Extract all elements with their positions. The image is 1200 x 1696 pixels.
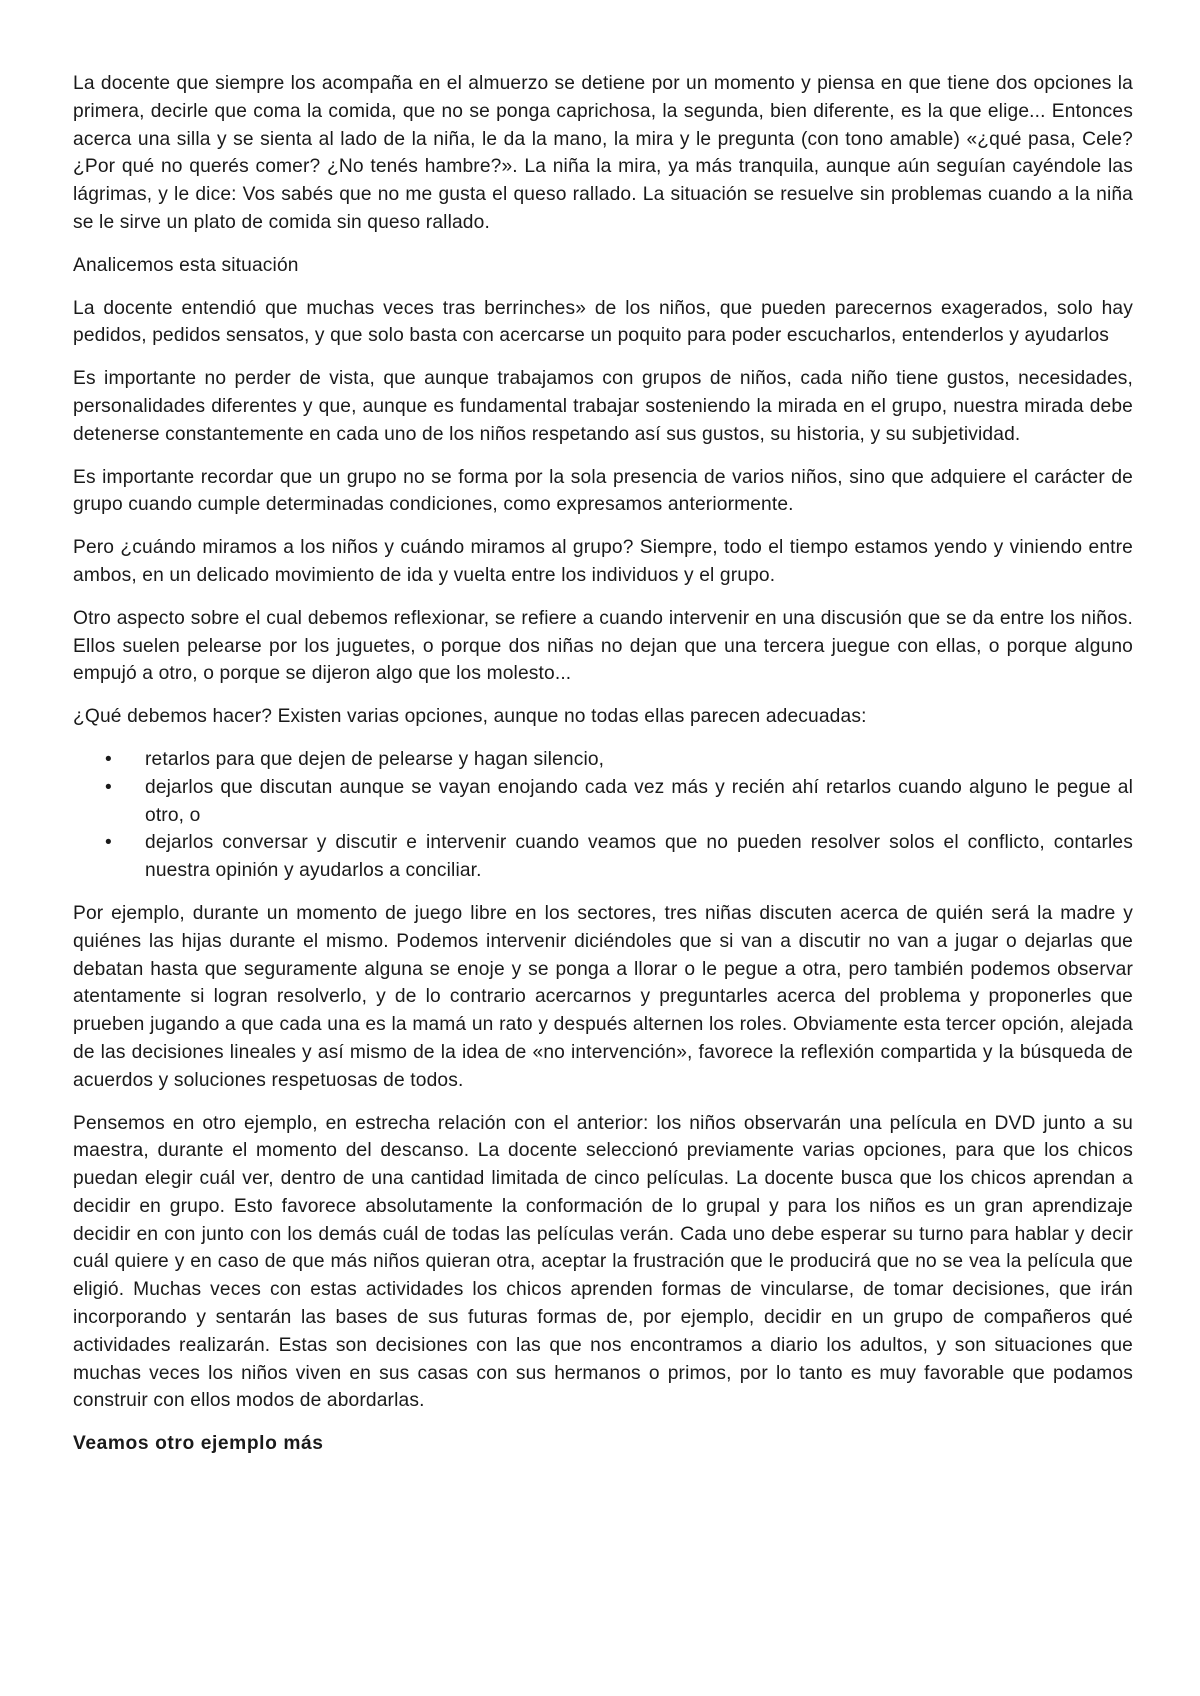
paragraph-intervening-discussions: Otro aspecto sobre el cual debemos reflexionar, se refiere a cuando intervenir en una discusión que se da entre los niños. Ellos suelen pelearse por los juguetes, o porque dos niñas no dejan que una tercera juegue con ellas, o porque alguno empujó a otro, o porque se dijeron algo que los molesto...: [73, 607, 1133, 685]
paragraph-individual-needs: Es importante no perder de vista, que aunque trabajamos con grupos de niños, cada niño tiene gustos, necesidades, personalidades diferentes y que, aunque es fundamental trabajar sosteniendo la mirada en el grupo, nuestra mirada debe detenerse constantemente en cada uno de los niños respetando así sus gustos, su historia, y su subjetividad.: [73, 368, 1133, 445]
paragraph-what-to-do: ¿Qué debemos hacer? Existen varias opciones, aunque no todas ellas parecen adecuadas:: [73, 706, 867, 728]
list-item: [105, 774, 1133, 830]
paragraph-analysis-heading: Analicemos esta situación: [73, 254, 299, 276]
paragraph-movie-example: Pensemos en otro ejemplo, en estrecha relación con el anterior: los niños observarán una película en DVD junto a su maestra, durante el momento del descanso. La docente seleccionó previamente varias opciones, para que los chicos puedan elegir cuál ver, dentro de una cantidad limitada de cinco películas. La docente busca que los chicos aprendan a decidir en grupo. Esto favorece absolutamente la conformación de lo grupal y para los niños es un gran aprendizaje decidir en con junto con los demás cuál de todas las películas verán. Cada uno debe esperar su turno para hablar y decir cuál quiere y en caso de que más niños quieran otra, aceptar la frustración que le producirá que no se vea la película que eligió. Muchas veces con estas actividades los chicos aprenden formas de vincularse, de tomar decisiones, que irán incorporando y sentarán las bases de sus futuras formas de, por ejemplo, decidir en un grupo de compañeros qué actividades realizarán. Estas son decisiones con las que nos encontramos a diario los adultos, y son situaciones que muchas veces los niños viven en sus casas con sus hermanos o primos, por lo tanto es muy favorable que podamos construir con ellos modos de abordarlas.: [73, 1112, 1133, 1412]
bullet-icon: •: [105, 748, 112, 770]
paragraph-lunch-situation: La docente que siempre los acompaña en el almuerzo se detiene por un momento y piensa en que tiene dos opciones la primera, decirle que coma la comida, que no se ponga caprichosa, la segunda, bien diferente, es la que elige... Entonces acerca una silla y se sienta al lado de la niña, le da la mano, la mira y le pregunta (con tono amable) «¿qué pasa, Cele? ¿Por qué no querés comer? ¿No tenés hambre?». La niña la mira, ya más tranquila, aunque aún seguían cayéndole las lágrimas, y le dice: Vos sabés que no me gusta el queso rallado. La situación se resuelve sin problemas cuando a la niña se le sirve un plato de comida sin queso rallado.: [73, 73, 1133, 233]
list-item-text: retarlos para que dejen de pelearse y hagan silencio,: [145, 748, 605, 770]
list-item: [105, 746, 1133, 774]
paragraph-children-and-group: Pero ¿cuándo miramos a los niños y cuándo miramos al grupo? Siempre, todo el tiempo estamos yendo y viniendo entre ambos, en un delicado movimiento de ida y vuelta entre los individuos y el grupo.: [73, 537, 1133, 586]
list-item: [105, 829, 1133, 885]
bullet-icon: •: [105, 776, 112, 798]
list-item-text: dejarlos conversar y discutir e intervenir cuando veamos que no pueden resolver solos el conflicto, contarles nuestra opinión y ayudarlos a conciliar.: [145, 832, 1133, 882]
paragraph-free-play-example: Por ejemplo, durante un momento de juego libre en los sectores, tres niñas discuten acerca de quién será la madre y quiénes las hijas durante el mismo. Podemos intervenir diciéndoles que si van a discutir no van a jugar o dejarlas que debatan hasta que seguramente alguna se enoje y se ponga a llorar o le pegue a otra, pero también podemos observar atentamente si logran resolverlo, y de lo contrario acercarnos y preguntarles acerca del problema y proponerles que prueben jugando a que cada una es la mamá un rato y después alternen los roles. Obviamente esta tercer opción, alejada de las decisiones lineales y así mismo de la idea de «no intervención», favorece la reflexión compartida y la búsqueda de acuerdos y soluciones respetuosas de todos.: [73, 902, 1133, 1091]
options-list: [73, 746, 1133, 885]
paragraph-group-formation: Es importante recordar que un grupo no se forma por la sola presencia de varios niños, sino que adquiere el carácter de grupo cuando cumple determinadas condiciones, como expresamos anteriormente.: [73, 466, 1133, 516]
document-page: [73, 70, 1133, 1458]
bullet-icon: •: [105, 832, 112, 854]
subheading-another-example: Veamos otro ejemplo más: [73, 1433, 324, 1455]
list-item-text: dejarlos que discutan aunque se vayan enojando cada vez más y recién ahí retarlos cuando alguno le pegue al otro, o: [145, 776, 1133, 826]
paragraph-tantrums: La docente entendió que muchas veces tras berrinches» de los niños, que pueden parecernos exagerados, solo hay pedidos, pedidos sensatos, y que solo basta con acercarse un poquito para poder escucharlos, entenderlos y ayudarlos: [73, 297, 1133, 347]
